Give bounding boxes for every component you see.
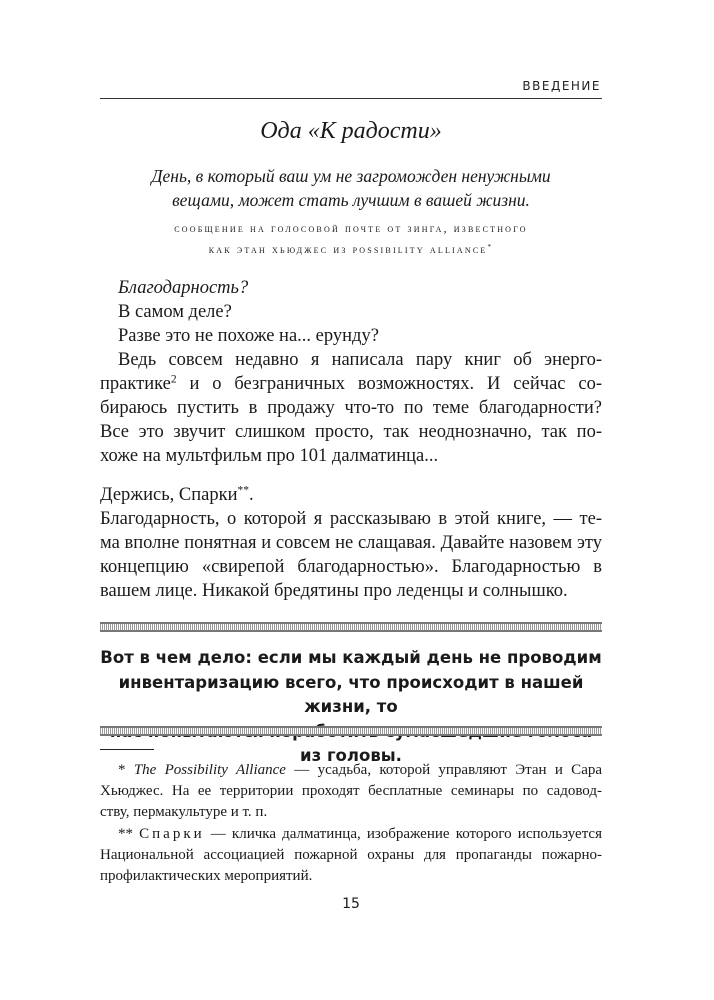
chapter-title: Ода «К радости» bbox=[260, 118, 442, 144]
body-line bbox=[100, 374, 602, 395]
epigraph-attribution bbox=[100, 219, 602, 261]
body-line: концепцию «свирепой благодарностью». Благодарностью в bbox=[100, 557, 602, 577]
epigraph-line: вещами, может стать лучшим в вашей жизни. bbox=[172, 190, 530, 210]
body-line: Благодарность? bbox=[118, 278, 249, 298]
footnote-line: Национальной ассоциацией пожарной охраны для пропаганды пожарно- bbox=[100, 847, 602, 863]
attribution-line: сообщение на голосовой почте от зинга, известного bbox=[174, 223, 528, 235]
header-rule bbox=[100, 98, 602, 99]
body-line bbox=[100, 485, 254, 506]
attribution-line bbox=[100, 240, 602, 261]
callout-top-rule bbox=[100, 622, 602, 632]
body-text-span: практике bbox=[100, 374, 171, 394]
epigraph-line: День, в который ваш ум не загроможден ненужными bbox=[151, 166, 551, 186]
page-number: 15 bbox=[342, 896, 360, 912]
body-line: бираюсь пустить в продажу что-то по теме благодарности? bbox=[100, 398, 602, 418]
footnote-line: профилактических мероприятий. bbox=[100, 868, 313, 884]
footnote-mark: * bbox=[118, 762, 134, 778]
footnote-term: Спарки bbox=[139, 826, 205, 842]
body-text-span: и о безграничных возможностях. И сейчас со- bbox=[176, 374, 602, 394]
pull-quote bbox=[100, 646, 602, 769]
attribution-text: как этан хьюджес из possibility alliance bbox=[208, 244, 488, 256]
body-line: хоже на мультфильм про 101 далматинца... bbox=[100, 446, 439, 466]
footnote-separator bbox=[100, 749, 154, 750]
footnote-title: The Possibility Alliance bbox=[133, 762, 286, 778]
pull-quote-line: инвентаризацию всего, что происходит в нашей жизни, то bbox=[118, 672, 584, 716]
running-head: ВВЕДЕНИЕ bbox=[522, 79, 601, 93]
footnote-mark: ** bbox=[118, 826, 140, 842]
footnote-marker: * bbox=[487, 243, 494, 252]
footnote-line bbox=[118, 762, 602, 779]
footnote-line: ству, пермакультуре и т. п. bbox=[100, 804, 268, 820]
footnote-text: — кличка далматинца, изображение которого используется bbox=[204, 826, 602, 842]
footnote-marker: 2 bbox=[170, 373, 177, 386]
pull-quote-line: Вот в чем дело: если мы каждый день не проводим bbox=[100, 648, 602, 667]
body-line: Все это звучит слишком просто, так неоднозначно, так по- bbox=[100, 422, 602, 442]
callout-bottom-rule bbox=[100, 726, 602, 736]
body-line: В самом деле? bbox=[118, 302, 232, 322]
body-line: Благодарность, о которой я рассказываю в этой книге, — те- bbox=[100, 509, 602, 529]
footnote-text: — усадьба, которой управляют Этан и Сара bbox=[285, 762, 603, 778]
body-line: Ведь совсем недавно я написала пару книг об энерго- bbox=[118, 350, 602, 370]
pull-quote-line: из головы. bbox=[300, 746, 402, 765]
body-line: Разве это не похоже на... ерунду? bbox=[118, 326, 379, 346]
footnote-line bbox=[118, 826, 602, 843]
body-line: ма вполне понятная и совсем не слащавая. Давайте назовем эту bbox=[100, 533, 602, 553]
body-line: вашем лице. Никакой бредятины про леденцы и солнышко. bbox=[100, 581, 568, 601]
epigraph bbox=[100, 164, 602, 212]
body-text-span: Держись, Спарки bbox=[100, 485, 238, 505]
body-text-span: . bbox=[248, 485, 254, 505]
footnote-marker: ** bbox=[237, 484, 249, 497]
footnote-line: Хьюджес. На ее территории проходят бесплатные семинары по садовод- bbox=[100, 783, 602, 799]
